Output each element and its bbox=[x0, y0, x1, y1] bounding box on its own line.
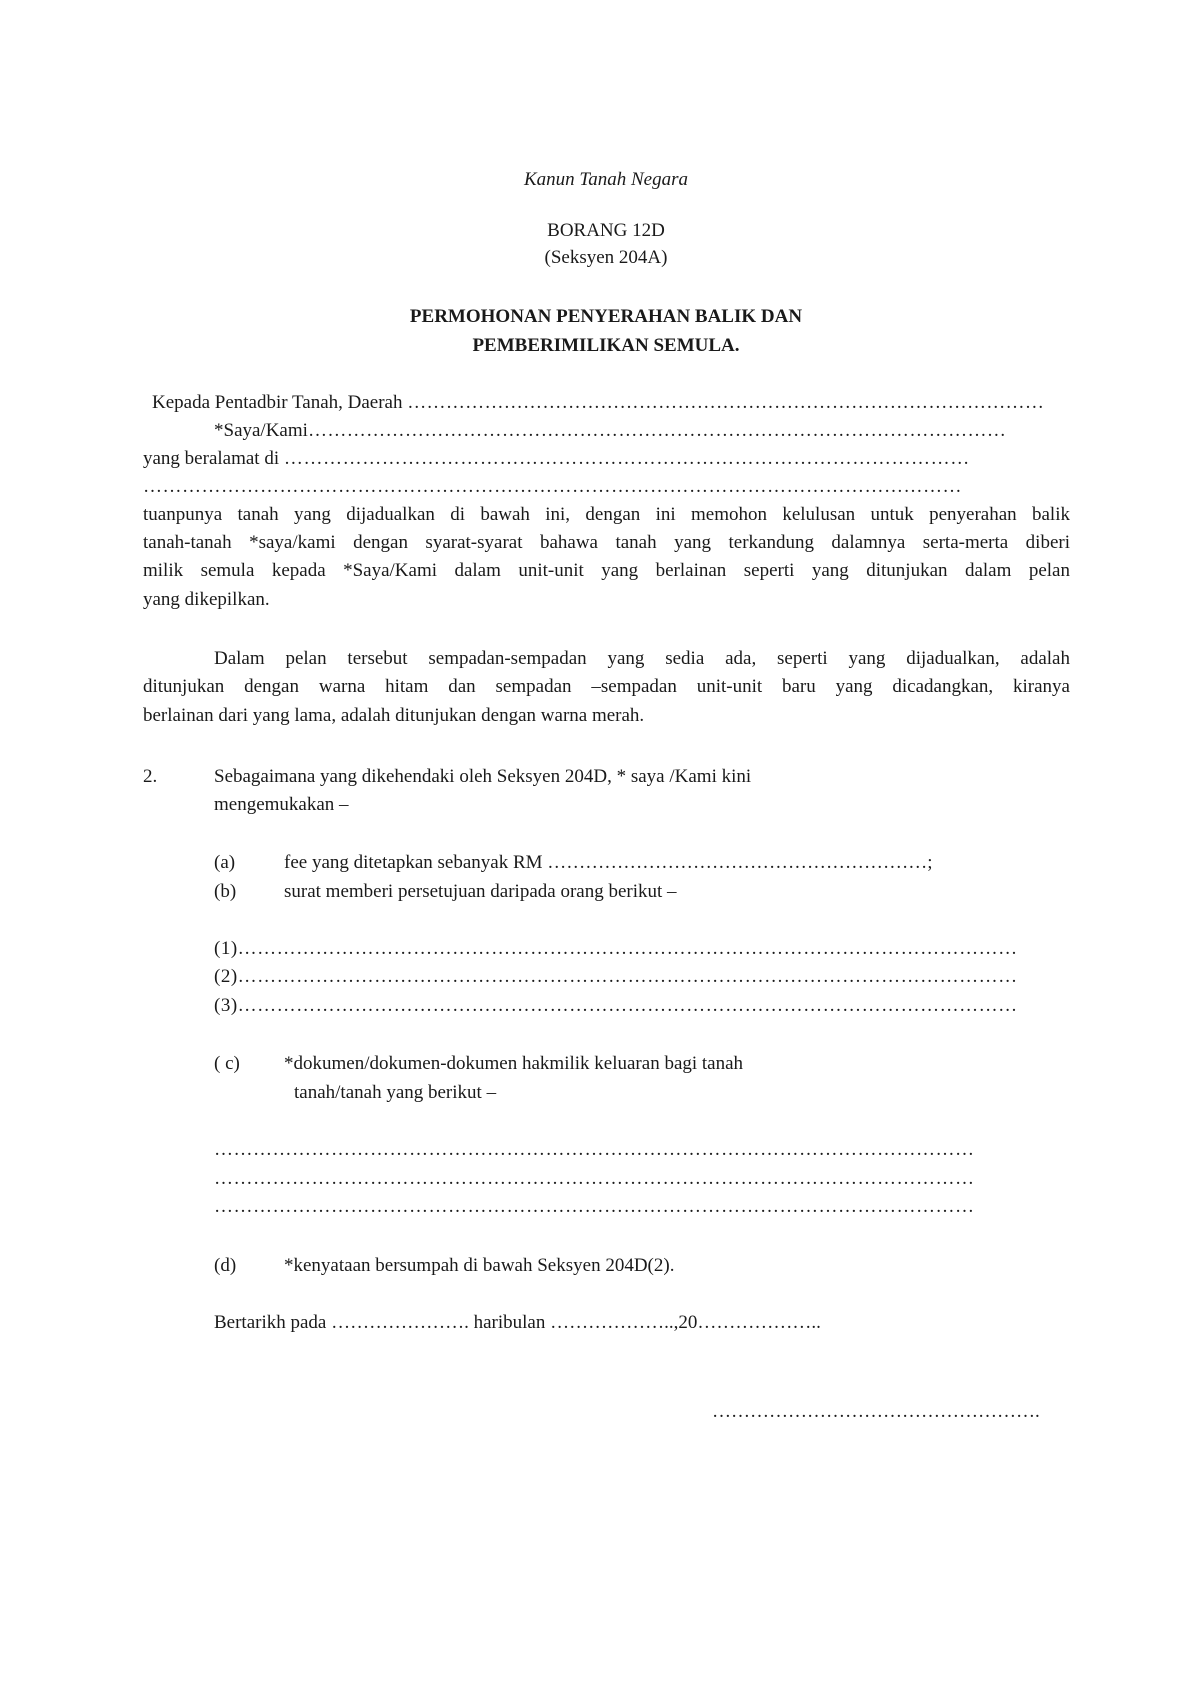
section-reference: (Seksyen 204A) bbox=[544, 247, 668, 268]
paragraph-1-line-3: milik semula kepada *Saya/Kami dalam unit-unit yang berlainan seperti yang ditunjukan dalam pelan bbox=[143, 560, 1070, 581]
paragraph-2-line-3: berlainan dari yang lama, adalah ditunjukan dengan warna merah. bbox=[143, 705, 645, 726]
address-line bbox=[143, 447, 970, 471]
paragraph-2-line-1: Dalam pelan tersebut sempadan-sempadan yang sedia ada, seperti yang dijadualkan, adalah bbox=[214, 648, 1070, 669]
paragraph-1-line-2: tanah-tanah *saya/kami dengan syarat-syarat bahawa tanah yang terkandung dalamnya serta-merta diberi bbox=[143, 532, 1070, 553]
consent-person-2: (2)………………………………………………………………………………………………………… bbox=[214, 966, 1018, 987]
signature-blank: ……………………………………………. bbox=[712, 1401, 1040, 1422]
form-name: BORANG 12D bbox=[547, 220, 665, 241]
item-c-label: ( c) bbox=[214, 1053, 240, 1074]
act-title: Kanun Tanah Negara bbox=[524, 169, 688, 190]
applicant-label: *Saya/Kami bbox=[214, 420, 308, 441]
item-b-label: (b) bbox=[214, 881, 237, 902]
section-2-line-1: Sebagaimana yang dikehendaki oleh Seksyen 204D, * saya /Kami kini bbox=[214, 766, 752, 787]
title-document-line-3: ……………………………………………………………………………………………………… bbox=[214, 1196, 975, 1217]
item-c-line-2: tanah/tanah yang berikut – bbox=[294, 1082, 497, 1103]
section-2-number: 2. bbox=[143, 766, 158, 787]
paragraph-2-line-2: ditunjukan dengan warna hitam dan sempadan –sempadan unit-unit baru yang dicadangkan, kiranya bbox=[143, 676, 1070, 697]
item-a-text: fee yang ditetapkan sebanyak RM ……………………………………………………; bbox=[284, 852, 933, 873]
address-blank: …………………………………………………………………………………………… bbox=[283, 448, 970, 469]
form-heading-line-1: PERMOHONAN PENYERAHAN BALIK DAN bbox=[409, 306, 803, 327]
form-heading-line-2: PEMBERIMILIKAN SEMULA. bbox=[472, 335, 740, 356]
paragraph-1-line-4: yang dikepilkan. bbox=[143, 589, 270, 610]
consent-person-3: (3)………………………………………………………………………………………………………… bbox=[214, 995, 1018, 1016]
administrator-label: Kepada Pentadbir Tanah, Daerah bbox=[152, 392, 403, 413]
administrator-line bbox=[152, 391, 1044, 415]
item-b-text: surat memberi persetujuan daripada orang berikut – bbox=[284, 881, 677, 902]
applicant-line bbox=[214, 419, 1006, 443]
item-c-line-1: *dokumen/dokumen-dokumen hakmilik keluaran bagi tanah bbox=[284, 1053, 744, 1074]
section-2-line-2: mengemukakan – bbox=[214, 794, 349, 815]
item-d-text: *kenyataan bersumpah di bawah Seksyen 204D(2). bbox=[284, 1255, 675, 1276]
consent-person-1: (1)………………………………………………………………………………………………………… bbox=[214, 938, 1018, 959]
district-blank: ……………………………………………………………………………………… bbox=[407, 392, 1045, 413]
address-blank-line-2: ……………………………………………………………………………………………………………… bbox=[143, 476, 962, 497]
date-line: Bertarikh pada …………………. haribulan ………………..,20……………….. bbox=[214, 1312, 821, 1333]
item-d-label: (d) bbox=[214, 1255, 237, 1276]
applicant-blank: ……………………………………………………………………………………………… bbox=[307, 420, 1007, 441]
title-document-line-1: ……………………………………………………………………………………………………… bbox=[214, 1139, 975, 1160]
paragraph-1-line-1: tuanpunya tanah yang dijadualkan di bawah ini, dengan ini memohon kelulusan untuk penyerahan balik bbox=[143, 504, 1070, 525]
title-document-line-2: ……………………………………………………………………………………………………… bbox=[214, 1168, 975, 1189]
item-a-label: (a) bbox=[214, 852, 236, 873]
address-label: yang beralamat di bbox=[143, 448, 280, 469]
